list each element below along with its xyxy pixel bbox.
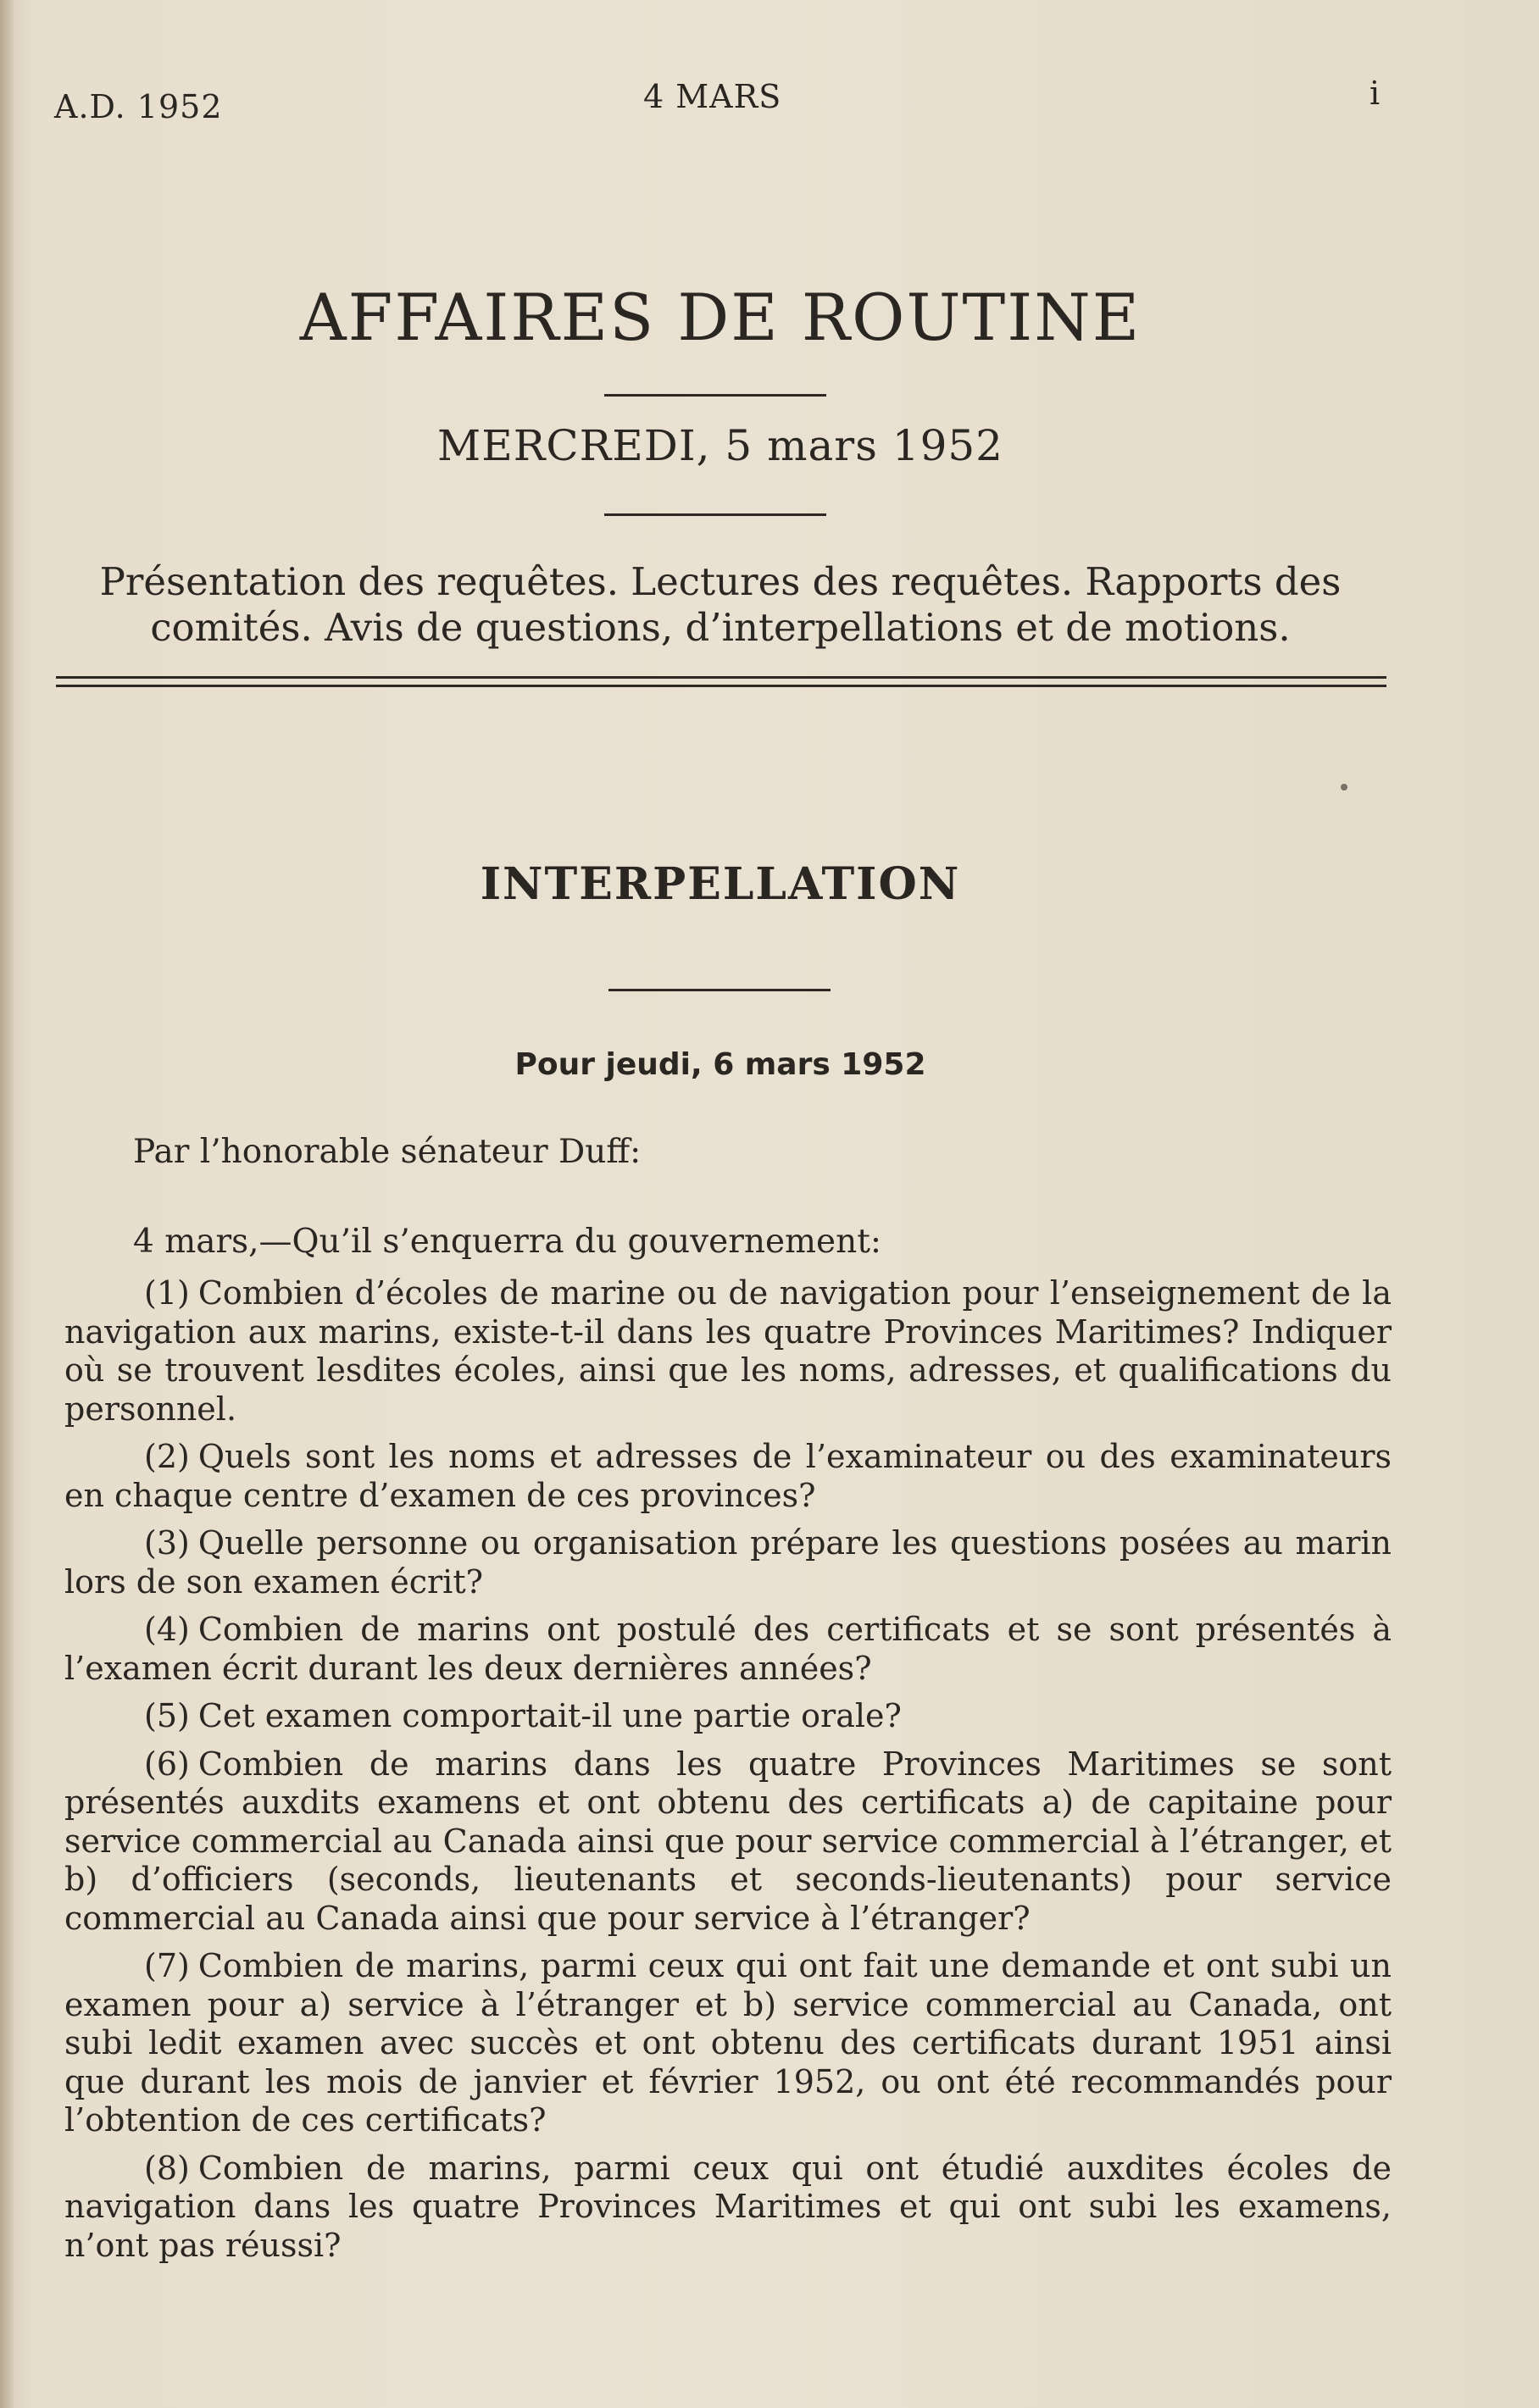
question-item [64,2150,1392,2266]
order-of-business: Présentation des requêtes. Lectures des requêtes. Rapports des comités. Avis de questions, d’interpellations et de motions. [99,559,1342,650]
question-number: (2) [144,1438,190,1475]
question-text: Combien d’écoles de marine ou de navigation pour l’enseignement de la navigation aux marins, existe-t-il dans les quatre Provinces Maritimes? Indiquer où se trouvent lesdites écoles, ainsi que les noms, adresses, et qualifications du personnel. [64,1274,1392,1428]
page-number: i [1370,75,1381,112]
question-text: Quelle personne ou organisation prépare les questions posées au marin lors de son examen écrit? [64,1524,1392,1601]
question-number: (4) [144,1611,190,1648]
running-head-date: 4 MARS [643,78,782,115]
question-text: Combien de marins dans les quatre Provinces Maritimes se sont présentés auxdits examens et ont obtenu des certificats a) de capitaine pour service commercial au Canada ainsi que pour service commercial à l’étranger, et b) d’officiers (seconds, lieutenants et seconds-lieutenants) pour service commercial au Canada ainsi que pour service à l’étranger? [64,1745,1392,1937]
question-text: Combien de marins, parmi ceux qui ont étudié auxdites écoles de navigation dans les quatre Provinces Maritimes et qui ont subi les examens, n’ont pas réussi? [64,2149,1392,2264]
running-head [54,75,1403,129]
section-rule [608,989,831,991]
question-text: Combien de marins ont postulé des certificats et se sont présentés à l’examen écrit durant les deux dernières années? [64,1611,1392,1687]
question-number: (3) [144,1524,190,1562]
question-number: (8) [144,2149,190,2187]
question-number: (6) [144,1745,190,1783]
question-item [64,1438,1392,1515]
question-item [64,1947,1392,2140]
question-text: Combien de marins, parmi ceux qui ont fait une demande et ont subi un examen pour a) service à l’étranger et b) service commercial au Canada, ont subi ledit examen avec succès et ont obtenu des certificats durant 1951 ainsi que durant les mois de janvier et février 1952, ou ont été recommandés pour l’obtention de ces certificats? [64,1947,1392,2139]
question-text: Cet examen comportait-il une partie orale? [197,1697,902,1734]
question-item [64,1697,1392,1736]
running-head-year: A.D. 1952 [54,88,223,125]
question-text: Quels sont les noms et adresses de l’examinateur ou des examinateurs en chaque centre d’examen de ces provinces? [64,1438,1392,1514]
question-item [64,1274,1392,1429]
paper-speck [1341,784,1347,791]
senator-byline: Par l’honorable sénateur Duff: [133,1133,642,1171]
sitting-date: MERCREDI, 5 mars 1952 [437,421,1003,470]
question-number: (7) [144,1947,190,1984]
title-rule [604,394,826,397]
page-spine-shadow [0,0,14,2408]
section-heading: INTERPELLATION [480,858,961,910]
subtitle-rule [604,513,826,516]
question-item [64,1745,1392,1939]
question-list [64,1274,1392,2274]
question-number: (1) [144,1274,190,1312]
notice-date: Pour jeudi, 6 mars 1952 [514,1047,926,1082]
question-number: (5) [144,1697,190,1734]
question-item [64,1524,1392,1601]
question-item [64,1611,1392,1688]
double-rule-bottom [56,685,1386,687]
notice-intro: 4 mars,—Qu’il s’enquerra du gouvernement: [133,1223,882,1261]
double-rule-top [56,676,1386,679]
page-title: AFFAIRES DE ROUTINE [299,280,1142,355]
